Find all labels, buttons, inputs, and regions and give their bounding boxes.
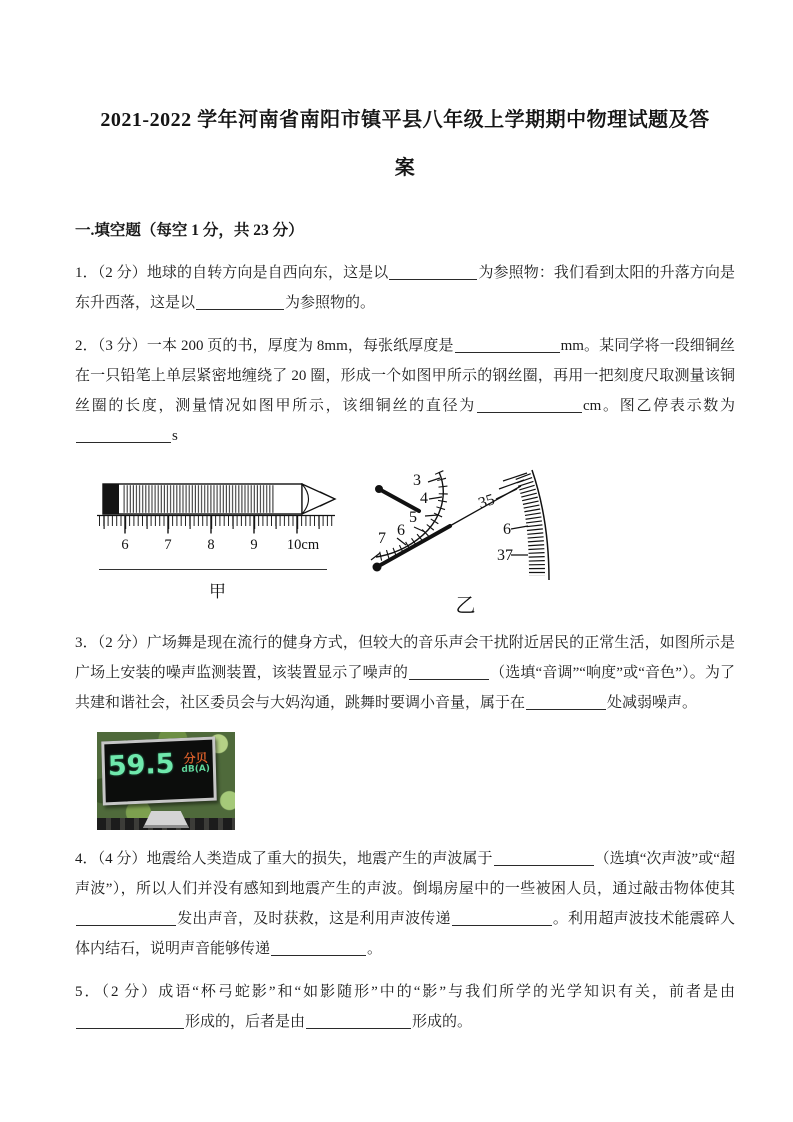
big-dial-number: 6 bbox=[503, 521, 511, 538]
question-text: 处减弱噪声。 bbox=[607, 695, 698, 711]
question-4 bbox=[75, 844, 735, 964]
ruler-number: 6 bbox=[121, 537, 129, 553]
answer-blank bbox=[477, 398, 582, 413]
ruler-number: 7 bbox=[164, 537, 172, 553]
question-text: 1．（2 分）地球的自转方向是自西向东，这是以 bbox=[75, 265, 389, 281]
answer-blank bbox=[494, 851, 594, 866]
answer-blank bbox=[389, 265, 477, 280]
question-text: 2．（3 分）一本 200 页的书，厚度为 8mm，每张纸厚度是 bbox=[75, 338, 454, 354]
answer-blank bbox=[526, 695, 606, 710]
question-2 bbox=[75, 331, 735, 451]
question-text: 。 bbox=[367, 941, 383, 957]
answer-blank bbox=[76, 911, 176, 926]
question-text: cm。图乙停表示数为 bbox=[583, 398, 735, 414]
answer-blank bbox=[76, 428, 171, 443]
small-dial-number: 4 bbox=[420, 490, 428, 507]
noise-display-panel bbox=[101, 737, 217, 806]
figure-label-jia: 甲 bbox=[209, 582, 226, 601]
title-line-2: 案 bbox=[394, 157, 416, 179]
small-dial-number: 6 bbox=[397, 522, 405, 539]
figure-jia bbox=[95, 478, 340, 602]
question-text: 发出声音，及时获救，这是利用声波传递 bbox=[177, 911, 451, 927]
question-text: mm。某同学将一段细铜丝在一只铅笔上单层紧密地缠绕了 20 圈，形成一个如图甲所示的钢丝圈，再用一把刻度尺取测量该铜丝圈的长度，测量情况如图甲所示，该细铜丝的直径为 bbox=[75, 338, 735, 414]
figure-divider-line bbox=[99, 569, 327, 570]
answer-blank bbox=[409, 665, 489, 680]
question-text: s bbox=[172, 428, 178, 444]
question-text: 形成的，后者是由 bbox=[185, 1014, 306, 1030]
question-text: 为参照物的。 bbox=[285, 295, 376, 311]
stopwatch-figure bbox=[368, 464, 558, 582]
answer-blank bbox=[76, 1014, 184, 1029]
noise-unit-cn: 分贝 bbox=[183, 750, 208, 766]
question-5 bbox=[75, 977, 735, 1037]
answer-blank bbox=[452, 911, 552, 926]
answer-blank bbox=[306, 1014, 411, 1029]
document-page bbox=[75, 96, 735, 1037]
ruler-pencil-figure bbox=[95, 478, 337, 554]
noise-level-value: 59.5 bbox=[107, 748, 175, 783]
figure-row-q2 bbox=[95, 464, 735, 618]
question-text: 。利用超声波技术能震碎人体内结石，说明声音能够传递 bbox=[75, 911, 735, 957]
question-text: 为参照物：我们看到太阳的升落方向是东升西落，这是以 bbox=[75, 265, 735, 311]
page-title bbox=[75, 96, 735, 192]
question-text: 5．（2 分）成语“杯弓蛇影”和“如影随形”中的“影”与我们所学的光学知识有关，前者是由 bbox=[75, 984, 735, 1000]
small-dial-number: 3 bbox=[413, 472, 421, 489]
question-text: 3．（2 分）广场舞是现在流行的健身方式，但较大的音乐声会干扰附近居民的正常生活，如图所示是广场上安装的噪声监测装置，该装置显示了噪声的 bbox=[75, 635, 735, 681]
figure-yi bbox=[368, 464, 563, 618]
big-dial-number: 37 bbox=[497, 547, 513, 564]
figure-label-yi: 乙 bbox=[455, 595, 476, 617]
question-text: 形成的。 bbox=[412, 1014, 473, 1030]
ruler-unit-number: 10cm bbox=[286, 537, 320, 553]
question-3 bbox=[75, 628, 735, 718]
noise-unit-en: dB(A) bbox=[181, 763, 211, 776]
big-dial-number: 35 bbox=[476, 491, 497, 513]
display-stand bbox=[143, 811, 189, 828]
noise-monitor-photo bbox=[97, 732, 235, 830]
title-line-1: 2021-2022 学年河南省南阳市镇平县八年级上学期期中物理试题及答 bbox=[100, 109, 710, 131]
question-text: （选填“次声波”或“超声波”），所以人们并没有感知到地震产生的声波。倒塌房屋中的一些被困人员，通过敲击物体使其 bbox=[75, 851, 735, 897]
answer-blank bbox=[196, 295, 284, 310]
answer-blank bbox=[271, 941, 366, 956]
small-dial-number: 7 bbox=[378, 530, 386, 547]
question-text: 4．（4 分）地震给人类造成了重大的损失，地震产生的声波属于 bbox=[75, 851, 493, 867]
ruler-number: 8 bbox=[207, 537, 215, 553]
question-1 bbox=[75, 258, 735, 318]
small-dial-number: 5 bbox=[409, 509, 417, 526]
question-text: （选填“音调”“响度”或“音色”）。为了共建和谐社会，社区委员会与大妈沟通，跳舞时要调小音量，属于在 bbox=[75, 665, 735, 711]
ruler-number: 9 bbox=[250, 537, 258, 553]
section-heading: 一.填空题（每空 1 分，共 23 分） bbox=[75, 222, 304, 239]
answer-blank bbox=[455, 338, 560, 353]
